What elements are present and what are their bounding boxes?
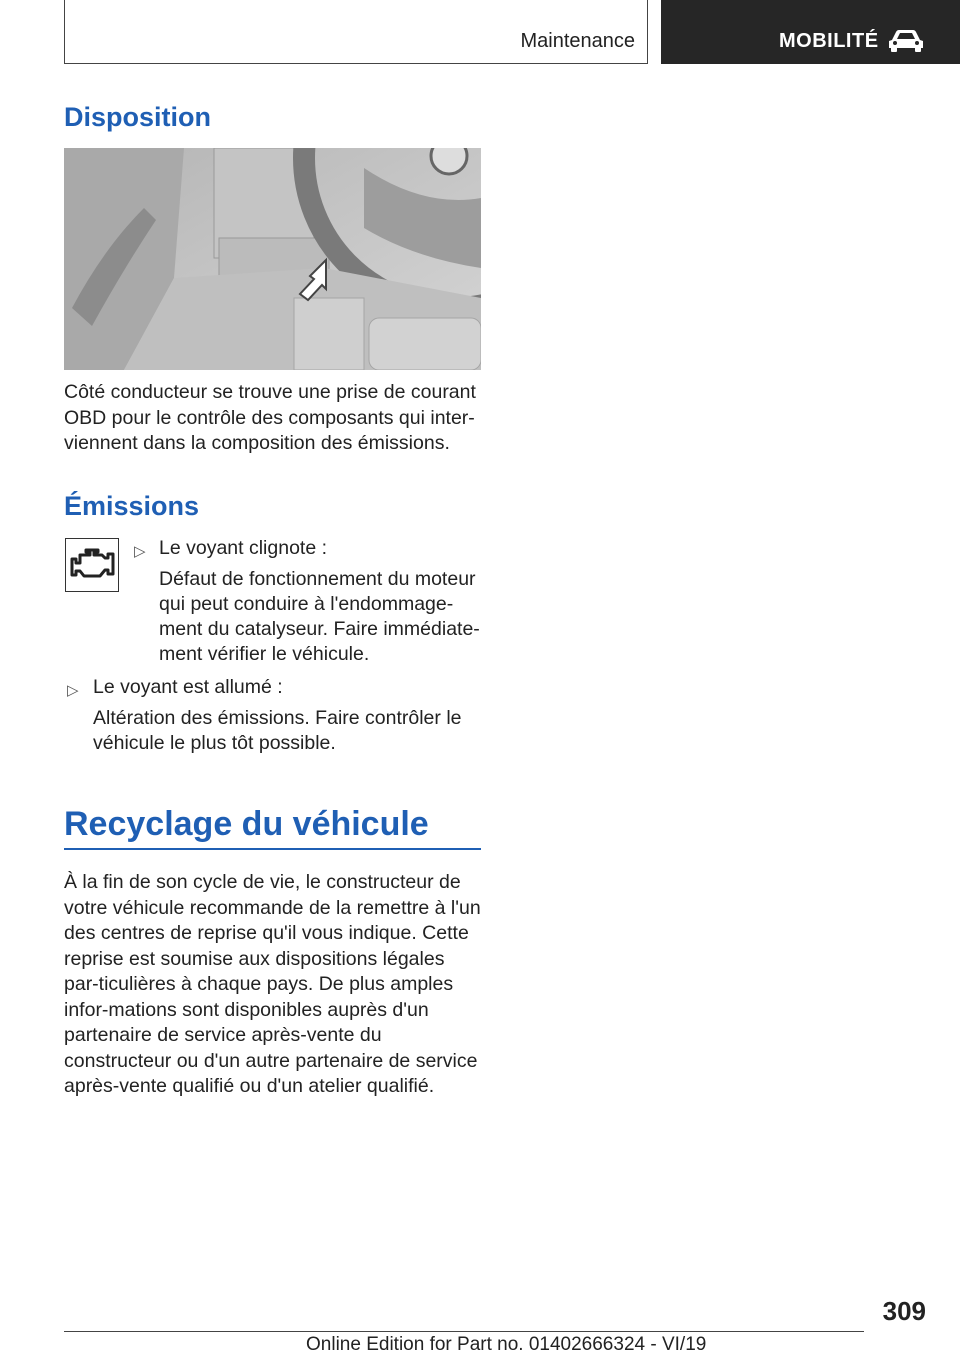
emission-item-detail: ment du catalyseur. Faire immédiate- [159, 618, 480, 640]
header-section-box [64, 0, 648, 64]
recycling-text: À la fin de son cycle de vie, le constructeur de votre véhicule recommande de la remettre à l'un des centres de reprise qu'il vous indique. Cette reprise est soumise aux dispositions légales par-ticulières à chaque pays. De plus amples infor-mations sont disponibles auprès d'un partenaire de service après-vente du constructeur ou d'un autre partenaire de service après-vente qualifié ou d'un atelier qualifié. [64, 871, 481, 1097]
emission-item-detail: Défaut de fonctionnement du moteur [159, 568, 476, 590]
header-chapter-title: MOBILITÉ [779, 30, 879, 52]
disposition-heading: Disposition [64, 102, 211, 132]
bullet-icon: ▷ [67, 682, 79, 699]
page-number: 309 [882, 1296, 926, 1326]
disposition-text: Côté conducteur se trouve une prise de courant OBD pour le contrôle des composants qui inter-viennent dans la composition des émissions. [64, 381, 476, 454]
header-chapter-box [661, 0, 960, 64]
header-section-title: Maintenance [520, 30, 635, 52]
car-icon [887, 28, 925, 52]
recycling-heading: Recyclage du véhicule [64, 805, 429, 843]
footer-edition: Online Edition for Part no. 01402666324 - VI/19 [306, 1334, 707, 1355]
emission-item-detail: qui peut conduire à l'endommage- [159, 593, 454, 615]
emission-item-detail: Altération des émissions. Faire contrôler le [93, 707, 462, 729]
emission-item-label: Le voyant clignote : [159, 537, 328, 559]
engine-check-icon [65, 538, 119, 592]
emission-item-detail: véhicule le plus tôt possible. [93, 732, 336, 754]
footer-rule [64, 1331, 864, 1332]
emission-item-label: Le voyant est allumé : [93, 676, 283, 698]
heading-rule [64, 848, 481, 850]
obd-socket-photo [64, 148, 481, 370]
emissions-heading: Émissions [64, 491, 200, 521]
emission-item-detail: ment vérifier le véhicule. [159, 643, 370, 665]
bullet-icon: ▷ [134, 543, 146, 560]
